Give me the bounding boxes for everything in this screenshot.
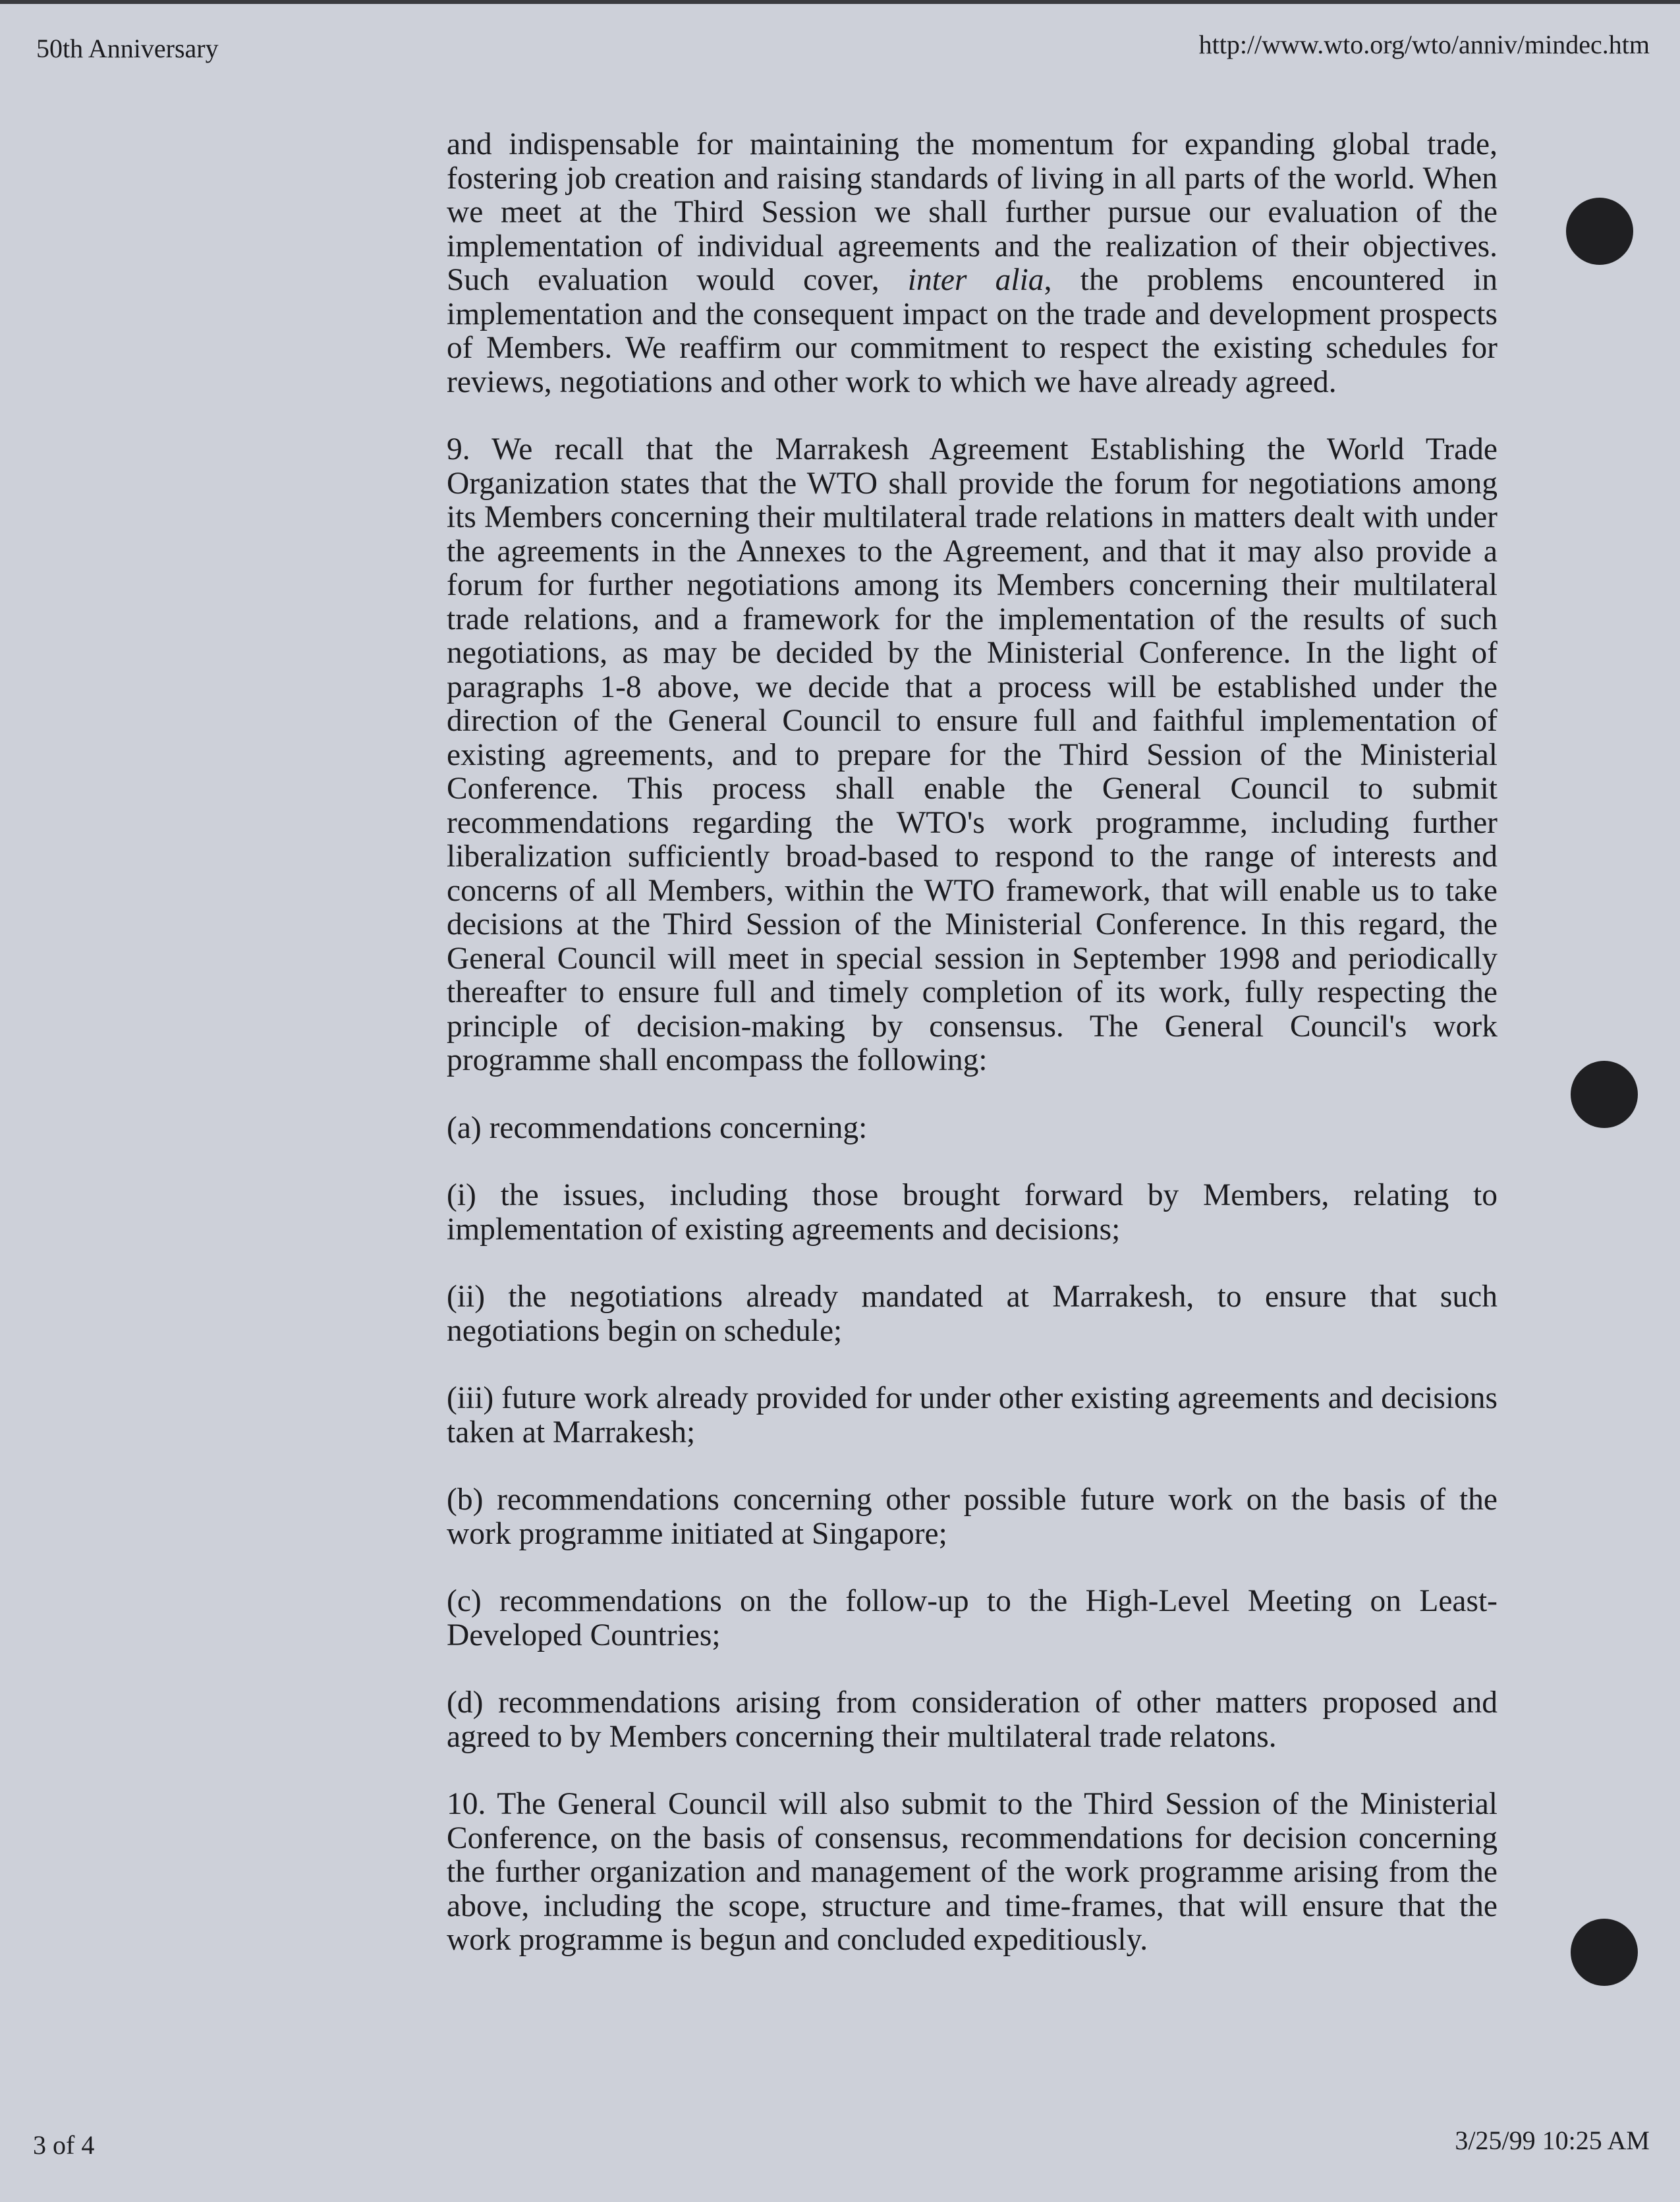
header-url: http://www.wto.org/wto/anniv/mindec.htm bbox=[1198, 30, 1650, 59]
binder-hole-bottom bbox=[1571, 1919, 1638, 1986]
p1-text-before: and indispensable for maintaining the momentum for expanding global trade, fostering job creation and raising standards of living in all parts of the world. When we meet at the Third Session we shall further pursue our evaluation of the implementation of individual agreements and the realization of their objectives. Such evaluation would cover, bbox=[447, 127, 1498, 297]
item-b: (b) recommendations concerning other possible future work on the basis of the work programme initiated at Singapore; bbox=[447, 1482, 1498, 1551]
p1-italic-phrase: inter alia bbox=[907, 263, 1044, 297]
item-a: (a) recommendations concerning: bbox=[447, 1110, 868, 1145]
header-site-title: 50th Anniversary bbox=[36, 34, 219, 63]
paragraph-8-continuation bbox=[447, 128, 1498, 399]
page-number: 3 of 4 bbox=[33, 2130, 95, 2160]
paragraph-10: 10. The General Council will also submit to the Third Session of the Ministerial Conference, on the basis of consensus, recommendations for decision concerning the further organization and management of the work programme arising from the above, including the scope, structure and time-frames, that will ensure that the work programme is begun and concluded expeditiously. bbox=[447, 1787, 1498, 1957]
scan-top-edge bbox=[0, 0, 1680, 4]
paragraph-9: 9. We recall that the Marrakesh Agreement Establishing the World Trade Organization states that the WTO shall provide the forum for negotiations among its Members concerning their multilateral trade relations in matters dealt with under the agreements in the Annexes to the Agreement, and that it may also provide a forum for further negotiations among its Members concerning their multilateral trade relations, and a framework for the implementation of the results of such negotiations, as may be decided by the Ministerial Conference. In the light of paragraphs 1-8 above, we decide that a process will be established under the direction of the General Council to ensure full and faithful implementation of existing agreements, and to prepare for the Third Session of the Ministerial Conference. This process shall enable the General Council to submit recommendations regarding the WTO's work programme, including further liberalization sufficiently broad-based to respond to the range of interests and concerns of all Members, within the WTO framework, that will enable us to take decisions at the Third Session of the Ministerial Conference. In this regard, the General Council will meet in special session in September 1998 and periodically thereafter to ensure full and timely completion of its work, fully respecting the principle of decision-making by consensus. The General Council's work programme shall encompass the following: bbox=[447, 432, 1498, 1077]
document-body bbox=[447, 128, 1498, 1958]
binder-hole-top bbox=[1566, 198, 1633, 265]
item-i: (i) the issues, including those brought forward by Members, relating to implementation of existing agreements and decisions; bbox=[447, 1178, 1498, 1247]
item-c: (c) recommendations on the follow-up to the High-Level Meeting on Least-Developed Countries; bbox=[447, 1584, 1498, 1652]
print-timestamp: 3/25/99 10:25 AM bbox=[1455, 2126, 1650, 2155]
item-d: (d) recommendations arising from consideration of other matters proposed and agreed to by Members concerning their multilateral trade relatons. bbox=[447, 1685, 1498, 1754]
item-ii: (ii) the negotiations already mandated at Marrakesh, to ensure that such negotiations begin on schedule; bbox=[447, 1280, 1498, 1348]
item-iii: (iii) future work already provided for under other existing agreements and decisions taken at Marrakesh; bbox=[447, 1381, 1498, 1450]
p1-text-after: , the problems encountered in implementation and the consequent impact on the trade and development prospects of Members. We reaffirm our commitment to respect the existing schedules for reviews, negotiations and other work to which we have already agreed. bbox=[447, 263, 1498, 399]
binder-hole-middle bbox=[1571, 1061, 1638, 1128]
